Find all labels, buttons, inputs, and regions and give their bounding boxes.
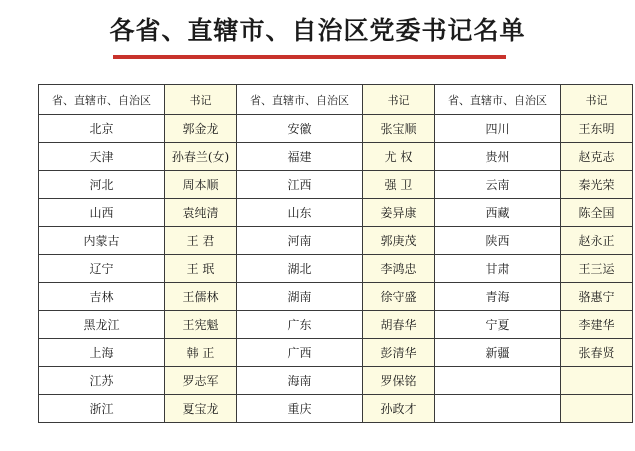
table-row	[39, 311, 633, 339]
header-region-2: 省、直辖市、自治区	[237, 85, 363, 115]
secretary-cell: 罗保铭	[363, 367, 435, 395]
secretary-cell: 陈全国	[561, 199, 633, 227]
header-region-1: 省、直辖市、自治区	[39, 85, 165, 115]
region-cell: 海南	[237, 367, 363, 395]
secretary-cell: 姜异康	[363, 199, 435, 227]
table-row	[39, 115, 633, 143]
secretary-cell: 骆惠宁	[561, 283, 633, 311]
table-row	[39, 339, 633, 367]
region-cell: 北京	[39, 115, 165, 143]
secretary-cell: 孙春兰(女)	[165, 143, 237, 171]
table-body	[39, 115, 633, 423]
header-secretary-3: 书记	[561, 85, 633, 115]
table-row	[39, 395, 633, 423]
secretary-cell: 罗志军	[165, 367, 237, 395]
region-cell: 甘肃	[435, 255, 561, 283]
secretary-cell: 彭清华	[363, 339, 435, 367]
region-cell: 安徽	[237, 115, 363, 143]
secretary-cell: 王东明	[561, 115, 633, 143]
table-row	[39, 171, 633, 199]
region-cell: 内蒙古	[39, 227, 165, 255]
secretary-cell	[561, 367, 633, 395]
header-row	[39, 85, 633, 115]
region-cell: 山西	[39, 199, 165, 227]
secretary-cell: 王三运	[561, 255, 633, 283]
secretary-cell: 张宝顺	[363, 115, 435, 143]
region-cell: 西藏	[435, 199, 561, 227]
secretary-cell: 王 珉	[165, 255, 237, 283]
page-title: 各省、直辖市、自治区党委书记名单	[109, 16, 526, 45]
secretary-cell: 尤 权	[363, 143, 435, 171]
table-row	[39, 255, 633, 283]
region-cell: 新疆	[435, 339, 561, 367]
title-underline	[113, 55, 506, 59]
secretary-cell: 郭金龙	[165, 115, 237, 143]
table-row	[39, 143, 633, 171]
region-cell: 贵州	[435, 143, 561, 171]
region-cell: 辽宁	[39, 255, 165, 283]
region-cell: 江西	[237, 171, 363, 199]
region-cell: 宁夏	[435, 311, 561, 339]
region-cell	[435, 395, 561, 423]
secretary-cell: 赵永正	[561, 227, 633, 255]
header-region-3: 省、直辖市、自治区	[435, 85, 561, 115]
region-cell: 黑龙江	[39, 311, 165, 339]
region-cell: 云南	[435, 171, 561, 199]
region-cell: 山东	[237, 199, 363, 227]
secretary-cell: 李建华	[561, 311, 633, 339]
region-cell: 河南	[237, 227, 363, 255]
region-cell: 广东	[237, 311, 363, 339]
region-cell: 天津	[39, 143, 165, 171]
region-cell: 吉林	[39, 283, 165, 311]
secretary-cell: 韩 正	[165, 339, 237, 367]
table-row	[39, 199, 633, 227]
region-cell: 湖北	[237, 255, 363, 283]
secretary-cell: 张春贤	[561, 339, 633, 367]
region-cell: 重庆	[237, 395, 363, 423]
region-cell: 湖南	[237, 283, 363, 311]
secretary-cell: 袁纯清	[165, 199, 237, 227]
secretary-cell: 李鸿忠	[363, 255, 435, 283]
region-cell: 上海	[39, 339, 165, 367]
secretary-cell: 郭庚茂	[363, 227, 435, 255]
table-row	[39, 227, 633, 255]
region-cell	[435, 367, 561, 395]
table-row	[39, 367, 633, 395]
secretary-cell: 秦光荣	[561, 171, 633, 199]
region-cell: 浙江	[39, 395, 165, 423]
secretary-cell: 王宪魁	[165, 311, 237, 339]
region-cell: 四川	[435, 115, 561, 143]
header-secretary-1: 书记	[165, 85, 237, 115]
secretary-cell: 徐守盛	[363, 283, 435, 311]
secretary-cell: 夏宝龙	[165, 395, 237, 423]
header-secretary-2: 书记	[363, 85, 435, 115]
secretary-cell: 赵克志	[561, 143, 633, 171]
secretary-table	[38, 84, 633, 423]
table-row	[39, 283, 633, 311]
secretary-cell: 胡春华	[363, 311, 435, 339]
table-header	[39, 85, 633, 115]
region-cell: 福建	[237, 143, 363, 171]
region-cell: 江苏	[39, 367, 165, 395]
region-cell: 青海	[435, 283, 561, 311]
secretary-cell: 孙政才	[363, 395, 435, 423]
region-cell: 河北	[39, 171, 165, 199]
secretary-cell: 强 卫	[363, 171, 435, 199]
region-cell: 广西	[237, 339, 363, 367]
secretary-cell: 周本顺	[165, 171, 237, 199]
secretary-cell	[561, 395, 633, 423]
secretary-cell: 王 君	[165, 227, 237, 255]
region-cell: 陕西	[435, 227, 561, 255]
secretary-cell: 王儒林	[165, 283, 237, 311]
